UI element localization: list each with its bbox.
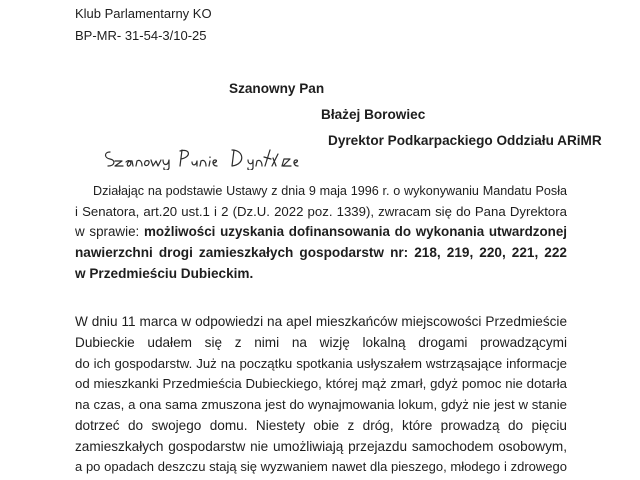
paragraph2-line1: W dniu 11 marca w odpowiedzi na apel mieszkańców miejscowości Przedmieście <box>75 314 567 329</box>
org-name: Klub Parlamentarny KO <box>75 6 212 21</box>
salutation: Szanowny Pan <box>229 81 325 96</box>
recipient-title: Dyrektor Podkarpackiego Oddziału ARiMR <box>328 133 602 148</box>
recipient-name: Błażej Borowiec <box>321 107 426 122</box>
paragraph1-line3-bold: możliwości uzyskania dofinansowania do wykonania utwardzonej <box>143 224 567 239</box>
paragraph1-line3-plain: w sprawie: <box>75 224 144 239</box>
paragraph1-bold-line2: w Przedmieściu Dubieckim. <box>75 266 254 281</box>
paragraph2-line8: a po opadach deszczu stają się wyzwaniem nawet dla pieszego, młodego i zdrowego <box>75 459 567 474</box>
reference-number: BP-MR- 31-54-3/10-25 <box>75 28 207 43</box>
paragraph2-line3: do ich gospodarstw. Już na początku spotkania usłyszałem wstrząsające informacje <box>75 356 567 371</box>
paragraph2-line5: na czas, a ona sama zmuszona jest do wynajmowania lokum, gdyż nie jest w stanie <box>75 397 567 412</box>
paragraph1-line3 <box>75 224 567 240</box>
handwritten-greeting-signature <box>100 144 320 170</box>
paragraph2-line2: Dubieckie udałem się z nimi na wizję lokalną drogami prowadzącymi <box>75 335 567 350</box>
paragraph1-line2: i Senatora, art.20 ust.1 i 2 (Dz.U. 2022 poz. 1339), zwracam się do Pana Dyrektora <box>75 204 567 219</box>
paragraph2-line6: dotrzeć do swojego domu. Niestety obie z dróg, które prowadzą do pięciu <box>75 418 567 433</box>
paragraph1-bold-line1: nawierzchni drogi zamieszkałych gospodarstw nr: 218, 219, 220, 221, 222 <box>75 245 567 260</box>
paragraph2-line7: zamieszkałych gospodarstw nie umożliwiają przejazdu samochodem osobowym, <box>75 439 567 454</box>
paragraph2-line4: od mieszkanki Przedmieścia Dubieckiego, której mąż zmarł, gdyż pomoc nie dotarła <box>75 376 567 391</box>
paragraph1-line1: Działając na podstawie Ustawy z dnia 9 maja 1996 r. o wykonywaniu Mandatu Posła <box>93 184 567 198</box>
